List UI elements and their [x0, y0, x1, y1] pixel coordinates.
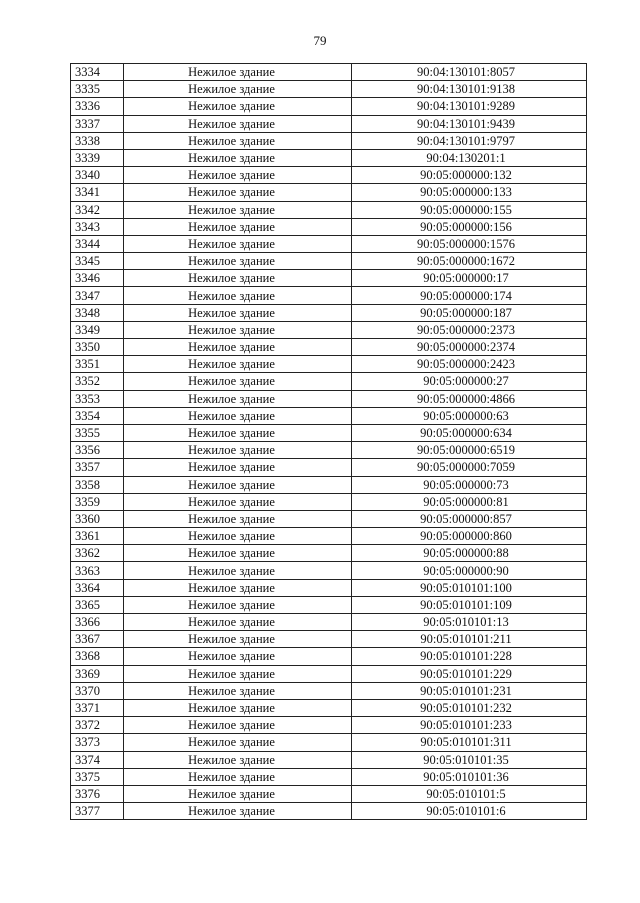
table-row — [71, 545, 587, 562]
row-number-cell: 3351 — [71, 356, 124, 373]
table-row — [71, 253, 587, 270]
row-number-cell: 3368 — [71, 648, 124, 665]
row-number-cell: 3342 — [71, 201, 124, 218]
row-number-cell: 3371 — [71, 699, 124, 716]
table-row — [71, 81, 587, 98]
row-number-cell: 3340 — [71, 167, 124, 184]
row-number-cell: 3374 — [71, 751, 124, 768]
table-row — [71, 510, 587, 527]
row-number-cell: 3372 — [71, 717, 124, 734]
cadastral-number-cell: 90:05:010101:13 — [352, 614, 587, 631]
cadastral-number-cell: 90:05:000000:857 — [352, 510, 587, 527]
table-row — [71, 64, 587, 81]
object-type-cell: Нежилое здание — [124, 734, 352, 751]
table-row — [71, 235, 587, 252]
table-row — [71, 459, 587, 476]
cadastral-number-cell: 90:05:000000:88 — [352, 545, 587, 562]
object-type-cell: Нежилое здание — [124, 459, 352, 476]
table-row — [71, 407, 587, 424]
row-number-cell: 3361 — [71, 528, 124, 545]
cadastral-number-cell: 90:05:010101:35 — [352, 751, 587, 768]
row-number-cell: 3364 — [71, 579, 124, 596]
cadastral-number-cell: 90:05:010101:36 — [352, 768, 587, 785]
object-type-cell: Нежилое здание — [124, 768, 352, 785]
object-type-cell: Нежилое здание — [124, 390, 352, 407]
table-row — [71, 167, 587, 184]
object-type-cell: Нежилое здание — [124, 596, 352, 613]
table-row — [71, 184, 587, 201]
object-type-cell: Нежилое здание — [124, 631, 352, 648]
cadastral-number-cell: 90:04:130101:9138 — [352, 81, 587, 98]
table-row — [71, 373, 587, 390]
object-type-cell: Нежилое здание — [124, 201, 352, 218]
object-type-cell: Нежилое здание — [124, 510, 352, 527]
object-type-cell: Нежилое здание — [124, 717, 352, 734]
row-number-cell: 3377 — [71, 803, 124, 820]
object-type-cell: Нежилое здание — [124, 373, 352, 390]
cadastral-number-cell: 90:05:010101:232 — [352, 699, 587, 716]
cadastral-number-cell: 90:05:000000:156 — [352, 218, 587, 235]
object-type-cell: Нежилое здание — [124, 407, 352, 424]
object-type-cell: Нежилое здание — [124, 785, 352, 802]
table-row — [71, 390, 587, 407]
row-number-cell: 3370 — [71, 682, 124, 699]
object-type-cell: Нежилое здание — [124, 699, 352, 716]
row-number-cell: 3337 — [71, 115, 124, 132]
row-number-cell: 3358 — [71, 476, 124, 493]
object-type-cell: Нежилое здание — [124, 287, 352, 304]
cadastral-number-cell: 90:05:010101:109 — [352, 596, 587, 613]
cadastral-number-cell: 90:05:000000:187 — [352, 304, 587, 321]
table-row — [71, 579, 587, 596]
table-row — [71, 201, 587, 218]
object-type-cell: Нежилое здание — [124, 751, 352, 768]
cadastral-number-cell: 90:05:000000:7059 — [352, 459, 587, 476]
object-type-cell: Нежилое здание — [124, 218, 352, 235]
cadastral-number-cell: 90:05:000000:1672 — [352, 253, 587, 270]
row-number-cell: 3366 — [71, 614, 124, 631]
cadastral-number-cell: 90:05:000000:1576 — [352, 235, 587, 252]
table-row — [71, 287, 587, 304]
cadastral-number-cell: 90:04:130101:9289 — [352, 98, 587, 115]
object-type-cell: Нежилое здание — [124, 476, 352, 493]
table-row — [71, 115, 587, 132]
row-number-cell: 3365 — [71, 596, 124, 613]
row-number-cell: 3356 — [71, 442, 124, 459]
row-number-cell: 3353 — [71, 390, 124, 407]
row-number-cell: 3355 — [71, 424, 124, 441]
object-type-cell: Нежилое здание — [124, 167, 352, 184]
row-number-cell: 3357 — [71, 459, 124, 476]
table-row — [71, 218, 587, 235]
row-number-cell: 3344 — [71, 235, 124, 252]
object-type-cell: Нежилое здание — [124, 648, 352, 665]
cadastral-number-cell: 90:05:000000:27 — [352, 373, 587, 390]
row-number-cell: 3362 — [71, 545, 124, 562]
row-number-cell: 3341 — [71, 184, 124, 201]
row-number-cell: 3334 — [71, 64, 124, 81]
row-number-cell: 3338 — [71, 132, 124, 149]
table-row — [71, 132, 587, 149]
row-number-cell: 3345 — [71, 253, 124, 270]
object-type-cell: Нежилое здание — [124, 356, 352, 373]
object-type-cell: Нежилое здание — [124, 132, 352, 149]
table-row — [71, 356, 587, 373]
table-row — [71, 768, 587, 785]
table-row — [71, 424, 587, 441]
cadastral-number-cell: 90:05:000000:73 — [352, 476, 587, 493]
table-row — [71, 785, 587, 802]
row-number-cell: 3354 — [71, 407, 124, 424]
row-number-cell: 3363 — [71, 562, 124, 579]
cadastral-number-cell: 90:05:000000:132 — [352, 167, 587, 184]
object-type-cell: Нежилое здание — [124, 682, 352, 699]
object-type-cell: Нежилое здание — [124, 424, 352, 441]
table-row — [71, 682, 587, 699]
cadastral-number-cell: 90:05:010101:6 — [352, 803, 587, 820]
object-type-cell: Нежилое здание — [124, 81, 352, 98]
table-row — [71, 751, 587, 768]
row-number-cell: 3347 — [71, 287, 124, 304]
row-number-cell: 3348 — [71, 304, 124, 321]
object-type-cell: Нежилое здание — [124, 270, 352, 287]
row-number-cell: 3359 — [71, 493, 124, 510]
object-type-cell: Нежилое здание — [124, 235, 352, 252]
cadastral-number-cell: 90:05:010101:229 — [352, 665, 587, 682]
table-row — [71, 149, 587, 166]
table-row — [71, 339, 587, 356]
cadastral-number-cell: 90:05:000000:81 — [352, 493, 587, 510]
registry-table — [70, 63, 587, 820]
cadastral-number-cell: 90:05:010101:311 — [352, 734, 587, 751]
row-number-cell: 3376 — [71, 785, 124, 802]
cadastral-number-cell: 90:05:000000:63 — [352, 407, 587, 424]
cadastral-number-cell: 90:05:010101:233 — [352, 717, 587, 734]
registry-table-body — [71, 64, 587, 820]
cadastral-number-cell: 90:05:000000:4866 — [352, 390, 587, 407]
object-type-cell: Нежилое здание — [124, 304, 352, 321]
cadastral-number-cell: 90:05:000000:6519 — [352, 442, 587, 459]
table-row — [71, 665, 587, 682]
cadastral-number-cell: 90:05:010101:100 — [352, 579, 587, 596]
table-row — [71, 596, 587, 613]
table-row — [71, 304, 587, 321]
table-row — [71, 734, 587, 751]
object-type-cell: Нежилое здание — [124, 545, 352, 562]
cadastral-number-cell: 90:04:130101:8057 — [352, 64, 587, 81]
table-row — [71, 648, 587, 665]
cadastral-number-cell: 90:05:010101:211 — [352, 631, 587, 648]
table-row — [71, 803, 587, 820]
page-number: 79 — [313, 33, 327, 48]
row-number-cell: 3369 — [71, 665, 124, 682]
row-number-cell: 3373 — [71, 734, 124, 751]
table-row — [71, 699, 587, 716]
row-number-cell: 3339 — [71, 149, 124, 166]
cadastral-number-cell: 90:05:000000:155 — [352, 201, 587, 218]
table-row — [71, 631, 587, 648]
row-number-cell: 3360 — [71, 510, 124, 527]
cadastral-number-cell: 90:05:000000:860 — [352, 528, 587, 545]
object-type-cell: Нежилое здание — [124, 321, 352, 338]
table-row — [71, 614, 587, 631]
object-type-cell: Нежилое здание — [124, 493, 352, 510]
object-type-cell: Нежилое здание — [124, 253, 352, 270]
table-row — [71, 717, 587, 734]
object-type-cell: Нежилое здание — [124, 339, 352, 356]
table-row — [71, 98, 587, 115]
table-row — [71, 270, 587, 287]
object-type-cell: Нежилое здание — [124, 149, 352, 166]
cadastral-number-cell: 90:04:130101:9797 — [352, 132, 587, 149]
object-type-cell: Нежилое здание — [124, 579, 352, 596]
object-type-cell: Нежилое здание — [124, 98, 352, 115]
cadastral-number-cell: 90:05:010101:231 — [352, 682, 587, 699]
table-row — [71, 493, 587, 510]
row-number-cell: 3346 — [71, 270, 124, 287]
table-row — [71, 476, 587, 493]
object-type-cell: Нежилое здание — [124, 442, 352, 459]
row-number-cell: 3343 — [71, 218, 124, 235]
cadastral-number-cell: 90:05:000000:90 — [352, 562, 587, 579]
object-type-cell: Нежилое здание — [124, 528, 352, 545]
object-type-cell: Нежилое здание — [124, 562, 352, 579]
cadastral-number-cell: 90:05:010101:5 — [352, 785, 587, 802]
cadastral-number-cell: 90:05:000000:634 — [352, 424, 587, 441]
cadastral-number-cell: 90:05:000000:2374 — [352, 339, 587, 356]
cadastral-number-cell: 90:04:130101:9439 — [352, 115, 587, 132]
row-number-cell: 3367 — [71, 631, 124, 648]
cadastral-number-cell: 90:05:000000:2423 — [352, 356, 587, 373]
object-type-cell: Нежилое здание — [124, 803, 352, 820]
table-row — [71, 321, 587, 338]
table-row — [71, 562, 587, 579]
row-number-cell: 3375 — [71, 768, 124, 785]
object-type-cell: Нежилое здание — [124, 614, 352, 631]
cadastral-number-cell: 90:04:130201:1 — [352, 149, 587, 166]
row-number-cell: 3350 — [71, 339, 124, 356]
row-number-cell: 3349 — [71, 321, 124, 338]
cadastral-number-cell: 90:05:000000:2373 — [352, 321, 587, 338]
row-number-cell: 3336 — [71, 98, 124, 115]
object-type-cell: Нежилое здание — [124, 184, 352, 201]
cadastral-number-cell: 90:05:010101:228 — [352, 648, 587, 665]
table-row — [71, 528, 587, 545]
object-type-cell: Нежилое здание — [124, 665, 352, 682]
cadastral-number-cell: 90:05:000000:17 — [352, 270, 587, 287]
object-type-cell: Нежилое здание — [124, 115, 352, 132]
object-type-cell: Нежилое здание — [124, 64, 352, 81]
table-row — [71, 442, 587, 459]
row-number-cell: 3335 — [71, 81, 124, 98]
cadastral-number-cell: 90:05:000000:174 — [352, 287, 587, 304]
cadastral-number-cell: 90:05:000000:133 — [352, 184, 587, 201]
row-number-cell: 3352 — [71, 373, 124, 390]
